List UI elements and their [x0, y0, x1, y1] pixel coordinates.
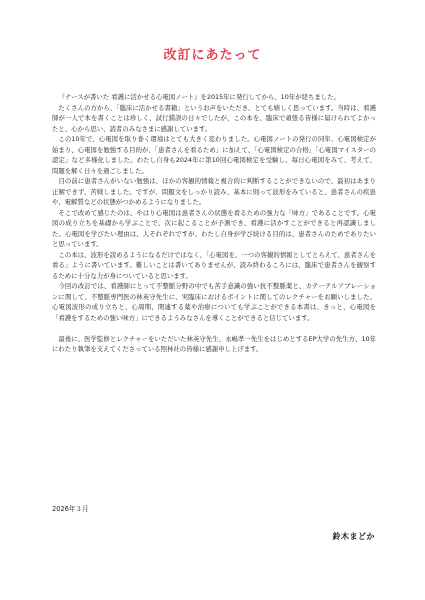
paragraph: この本は、波形を読めるようになるだけではなく、「心電図を、一つの客観的情報としてとらえて、患者さんを看る」ように書いています。難しいことは書いてありませんが、読み終わるころには、臨床で患者さんを観察するために十分な力が身についていると思います。 [52, 250, 376, 280]
paragraph: この10年で、心電図を取り巻く環境はとても大きく変わりました。心電図ノートの発行の同年、心電図検定が始まり、心電図を勉強する目的が、「患者さんを看るため」に加えて、「心電図検定の合格」「心電図マイスターの認定」など多様化しました。わたし自身も2024年に第10回心電図検定を受験し、毎日心電図をみて、考えて、問題を解く日々を過ごしました。 [52, 135, 376, 175]
publication-date: 2026年３月 [52, 505, 89, 513]
acknowledgement-paragraph: 最後に、医学監修とレクチャーをいただいた林英守先生、永嶋孝一先生をはじめとするEP大学の先生方、10年にわたり執筆を支えてくださっている照林社の皆様に感謝申し上げます。 [52, 334, 376, 353]
paragraph: 目の前に患者さんがいない勉強は、ほかの客観的情報と複合的に判断することができないので、最初はあまり正解できず、苦戦しました。ですが、問題文をしっかり読み、基本に則って波形をみていると、患者さんの疾患や、電解質などの状態がつかめるようになりました。 [52, 177, 376, 206]
paragraph: たくさんの方から、「臨床に活かせる書籍」というお声をいただき、とても嬉しく思っています。当時は、看護師が一人で本を書くことは珍しく、試行錯誤の日々でしたが、この本を、臨床で頑張る皆様に届けられてよかったと、心から思い、読者のみなさまに感謝しています。 [52, 103, 376, 133]
preface-body [52, 92, 376, 355]
paragraph: 『ナースが書いた 看護に活かせる心電図ノート』を2015年に発行してから、10年が経ちました。 [58, 93, 340, 101]
page-title: 改訂にあたって [163, 48, 262, 63]
paragraph: 今回の改訂では、看護師にとって不整脈分野の中でも苦手意識の強い抗不整脈薬と、カテーテルアブレーションに関して、不整脈専門医の林英守先生に、実臨床におけるポイントに関してのレクチャーをお願いしました。心電図波形の成り立ちと、心周期、関連する薬や治療についても学ぶことができる本書は、きっと、心電図を「看護をするための強い味方」にできるようみなさんを導くことができると信じています。 [52, 282, 376, 322]
paragraph: そこで改めて感じたのは、やはり心電図は患者さんの状態を看るための強力な「味方」であることです。心電図の成り立ちを基礎から学ぶことで、次に起こることが予測でき、看護に活かすことができると再認識しました。心電図を学びたい理由は、人それぞれですが、わたし自身が学び続ける目的は、患者さんのためでありたいと思っています。 [52, 208, 376, 248]
author-signature: 鈴木まどか [332, 532, 375, 541]
